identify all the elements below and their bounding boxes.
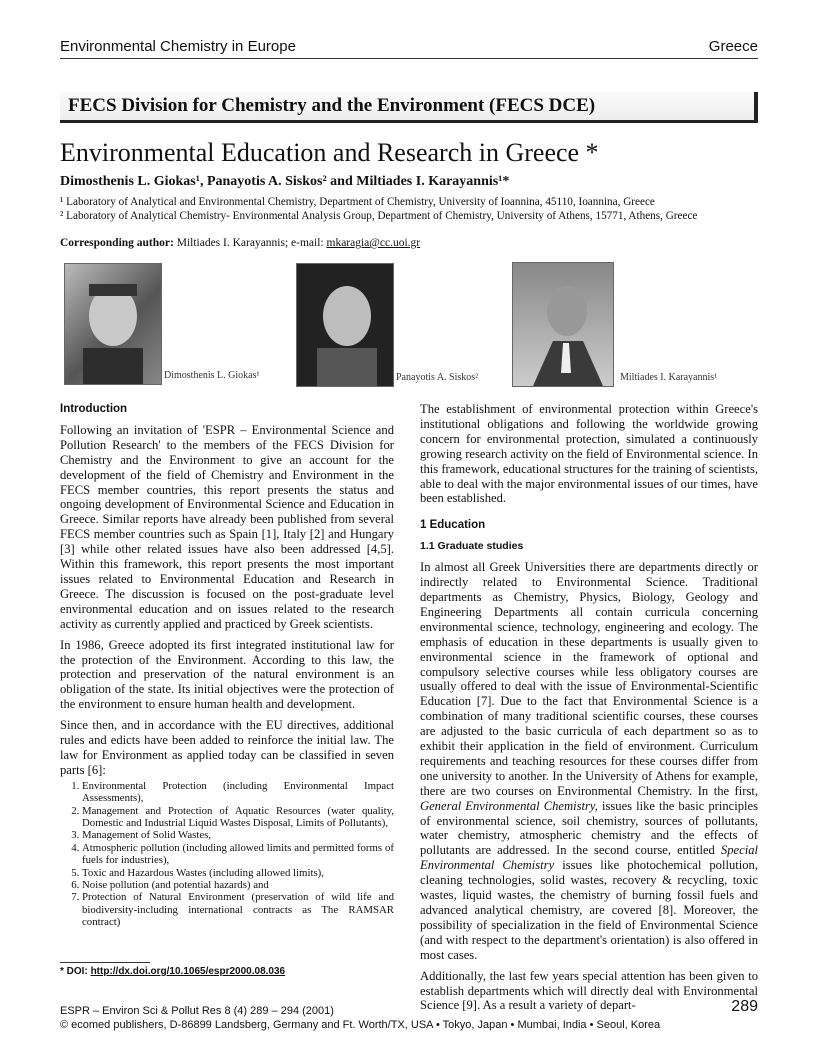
photo-caption-karayannis: Miltiades I. Karayannis¹ [620, 372, 718, 383]
list-item: 5. Toxic and Hazardous Wastes (including allowed limits), [82, 867, 394, 879]
list-item: 3. Management of Solid Wastes, [82, 829, 394, 841]
banner-title: FECS Division for Chemistry and the Environment (FECS DCE) [68, 95, 596, 116]
citation-line: ESPR – Environ Sci & Pollut Res 8 (4) 289 – 294 (2001) [60, 1005, 334, 1017]
intro-paragraph-2: In 1986, Greece adopted its first integrated institutional law for the protection of the Environment. According to this law, the protection and preservation of the natural environment is an obligation of the state. Its initial objectives were the protection of the environment to ensure human health and development. [60, 637, 394, 712]
running-header [60, 36, 758, 59]
course-name-general: General Environmental Chemistry, [420, 798, 598, 813]
author-list: Dimosthenis L. Giokas¹, Panayotis A. Siskos² and Miltiades I. Karayannis¹* [60, 174, 510, 189]
right-column [420, 402, 758, 1019]
corresponding-label: Corresponding author: [60, 237, 174, 249]
list-item: 4. Atmospheric pollution (including allowed limits and permitted forms of fuels for industries), [82, 842, 394, 867]
introduction-heading: Introduction [60, 403, 128, 415]
course-name-special: Special Environmental Chemistry [420, 843, 758, 873]
article-title: Environmental Education and Research in Greece * [60, 138, 599, 167]
affiliation-2: ² Laboratory of Analytical Chemistry- Environmental Analysis Group, Department of Chemistry, University of Athens, 15771, Athens, Greece [60, 210, 698, 222]
doi-label: * DOI: [60, 966, 88, 977]
intro-paragraph-3: Since then, and in accordance with the EU directives, additional rules and edicts have been added to reinforce the initial law. The law for Environment as applied today can be classified in seven parts [6]: [60, 718, 394, 777]
publisher-line: © ecomed publishers, D-86899 Landsberg, Germany and Ft. Worth/TX, USA • Tokyo, Japan • Mumbai, India • Seoul, Korea [60, 1019, 661, 1031]
corresponding-author [60, 237, 420, 249]
page-footer [60, 998, 758, 1032]
list-item: 1. Environmental Protection (including Environmental Impact Assessments), [82, 780, 394, 805]
photo-caption-giokas: Dimosthenis L. Giokas¹ [164, 370, 260, 381]
country-label: Greece [708, 38, 758, 55]
author-photo-giokas [64, 263, 162, 385]
graduate-paragraph [420, 560, 758, 962]
photo-caption-siskos: Panayotis A. Siskos² [396, 372, 479, 383]
law-parts-list [60, 780, 394, 929]
graduate-text-c: issues like photochemical pollution, cleaning technologies, solid wastes, recovery & recycling, toxic wastes, liquid wastes, the chemistry of burning fossil fuels and advanced analytical chemistry, are covered [8]. Moreover, the possibility of specialization in the field of Environmental Science (and with respect to the department's orientation) is also offered in most cases. [420, 858, 758, 962]
graduate-text-a: In almost all Greek Universities there are departments directly or indirectly related to Environmental Science. Traditional departments as Chemistry, Physics, Biology, Geology and Engineering Departments all contain curricula concerning environmental science, technology, engineering and ecology. The emphasis of education in these departments is usually given to environmental science in the framework of optional and compulsory selective courses while less obligatory courses are usually offered to deal with the issue of Environmental-Scientific Education [7]. Due to the fact that Environmental Science is a combination of many traditional scientific courses, these courses are adjusted to the basic curricula of each department so as to exhibit their application in the field of environment. Curriculum requirements and teaching resources for these courses differ from one university to another. In the University of Athens for example, there are two courses on Environmental Chemistry. In the first, [420, 560, 758, 798]
doi-footnote [60, 966, 285, 977]
affiliation-1: ¹ Laboratory of Analytical and Environmental Chemistry, Department of Chemistry, University of Ioannina, 45110, Ioannina, Greece [60, 196, 655, 208]
list-item: 2. Management and Protection of Aquatic Resources (water quality, Domestic and Industrial Liquid Wastes Disposal, Limits of Pollutants), [82, 805, 394, 830]
education-heading: 1 Education [420, 519, 486, 532]
page-number: 289 [731, 998, 758, 1015]
list-item: 7. Protection of Natural Environment (preservation of wild life and biodiversity-including international contracts as The RAMSAR contract) [82, 891, 394, 928]
corresponding-text: Miltiades I. Karayannis; e-mail: [176, 237, 324, 249]
author-photo-karayannis [512, 262, 614, 387]
right-paragraph-0: The establishment of environmental protection within Greece's institutional obligations and following the worldwide growing concern for environmental protection, simulated a continuously growing research activity on the field of Environmental science. In this framework, educational structures for the training of scientists, able to deal with the major environmental issues of our times, have been established. [420, 402, 758, 506]
division-banner [60, 88, 760, 126]
footnote-rule [60, 962, 150, 963]
author-email-link[interactable]: mkaragia@cc.uoi.gr [326, 237, 421, 249]
intro-paragraph-1: Following an invitation of 'ESPR – Environmental Science and Pollution Research' to the members of the FECS Division for Chemistry and the Environment to give an account for the development of the field of Chemistry and Environment in the FECS member countries, this report presents the status and ongoing development of Environmental Science and Education in Greece. Similar reports have already been published from several FECS member countries such as Spain [1], Italy [2] and Hungary [3] while other related issues have also been addressed [4,5]. Within this framework, this report presents the most important issues related to Environmental Education and Research in Greece. The discussion is focused on the post-graduate level environmental education and on issues related to the research activity as currently applied and practiced by Greek scientists. [60, 422, 394, 631]
graduate-text-b: issues like the basic principles of environmental science, soil chemistry, sources of pollutants, water chemistry, atmospheric chemistry and the effects of pollutants are addressed. In the second course, entitled [420, 798, 758, 858]
journal-section: Environmental Chemistry in Europe [60, 38, 296, 55]
author-photo-siskos [296, 263, 394, 387]
left-column [60, 402, 394, 929]
graduate-studies-heading: 1.1 Graduate studies [420, 540, 524, 553]
doi-link[interactable]: http://dx.doi.org/10.1065/espr2000.08.036 [90, 966, 286, 977]
list-item: 6. Noise pollution (and potential hazards) and [82, 879, 394, 891]
right-paragraph-2: Additionally, the last few years special attention has been given to establish departments which will directly deal with Environmental Science [9]. As a result a variety of depart- [420, 968, 758, 1013]
